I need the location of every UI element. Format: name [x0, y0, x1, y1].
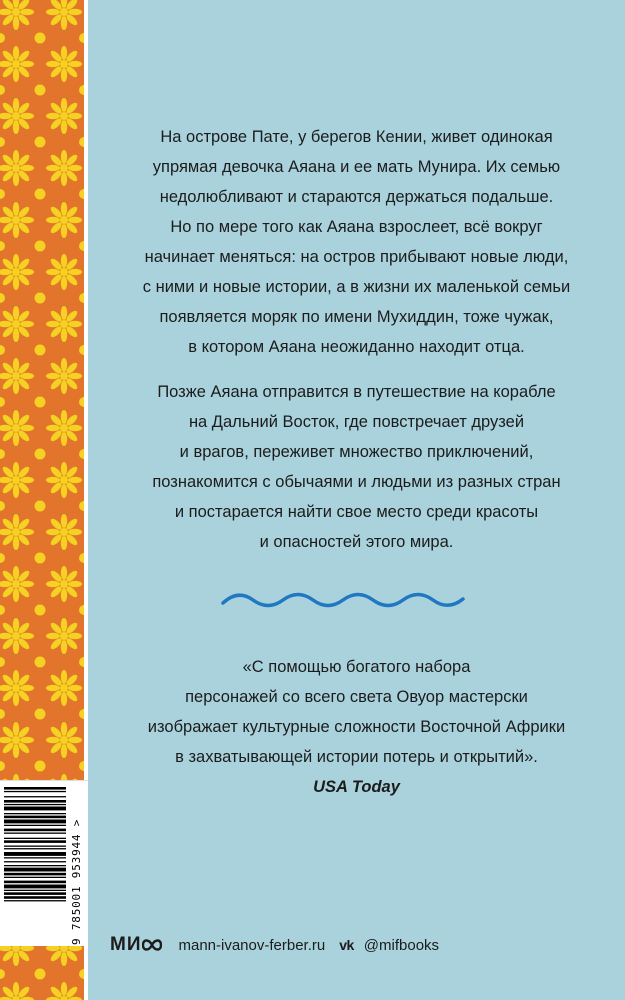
dot-icon: [0, 761, 5, 771]
dot-icon: [0, 501, 5, 511]
dot-icon: [0, 137, 5, 147]
flower-icon: [46, 0, 82, 30]
social-handle[interactable]: @mifbooks: [363, 936, 440, 954]
dot-icon: [0, 293, 5, 303]
publisher-logo: [110, 934, 162, 956]
text-line: персонажей со всего света Овуор мастерски: [185, 688, 528, 706]
flower-icon: [0, 566, 34, 602]
infinity-icon: [142, 938, 162, 952]
flower-icon: [0, 462, 34, 498]
text-line: в захватывающей истории потерь и открытий».: [175, 748, 538, 766]
dot-icon: [0, 969, 5, 979]
flower-icon: [46, 514, 82, 550]
description-paragraph-2: [88, 377, 625, 557]
flower-icon: [0, 0, 34, 30]
dot-icon: [35, 605, 46, 616]
flower-icon: [0, 514, 34, 550]
flower-icon: [46, 306, 82, 342]
dot-icon: [0, 657, 5, 667]
flower-icon: [46, 618, 82, 654]
text-line: на Дальний Восток, где повстречает друзей: [188, 413, 525, 431]
dot-icon: [0, 189, 5, 199]
text-line: Но по мере того как Аяана взрослеет, всё вокруг: [170, 218, 543, 236]
text-line: и опасностей этого мира.: [259, 533, 454, 551]
review-source: USA Today: [313, 778, 400, 796]
dot-icon: [0, 397, 5, 407]
description-paragraph-1: [88, 122, 625, 362]
flower-icon: [46, 358, 82, 394]
dot-icon: [35, 657, 46, 668]
flower-icon: [0, 98, 34, 134]
dot-icon: [35, 709, 46, 720]
flower-icon: [46, 722, 82, 758]
dot-icon: [35, 33, 46, 44]
dot-icon: [0, 449, 5, 459]
dot-icon: [0, 33, 5, 43]
dot-icon: [35, 345, 46, 356]
flower-icon: [0, 306, 34, 342]
flower-icon: [0, 46, 34, 82]
flower-icon: [0, 410, 34, 446]
flower-icon: [46, 46, 82, 82]
dot-icon: [35, 293, 46, 304]
text-line: появляется моряк по имени Мухиддин, тоже чужак,: [159, 308, 554, 326]
flower-icon: [46, 98, 82, 134]
isbn-barcode: [0, 780, 88, 946]
text-line: с ними и новые истории, а в жизни их маленькой семьи: [142, 278, 571, 296]
flower-icon: [46, 254, 82, 290]
barcode-bars: [4, 787, 66, 942]
dot-icon: [0, 553, 5, 563]
flower-icon: [46, 462, 82, 498]
text-line: и врагов, переживет множество приключений,: [179, 443, 534, 461]
text-line: недолюбливают и стараются держаться подальше.: [159, 188, 554, 206]
flower-icon: [0, 358, 34, 394]
dot-icon: [35, 553, 46, 564]
text-line: начинает меняться: на остров прибывают новые люди,: [144, 248, 569, 266]
wave-divider: [218, 585, 468, 615]
dot-icon: [35, 969, 46, 980]
text-line: изображает культурные сложности Восточной Африки: [147, 718, 566, 736]
barcode-digits: 9 785001 953944 >: [70, 818, 83, 945]
flower-icon: [46, 410, 82, 446]
text-line: На острове Пате, у берегов Кении, живет одинокая: [160, 128, 553, 146]
flower-icon: [0, 670, 34, 706]
text-line: Позже Аяана отправится в путешествие на корабле: [157, 383, 556, 401]
dot-icon: [35, 449, 46, 460]
publisher-footer: [110, 931, 439, 959]
dot-icon: [35, 501, 46, 512]
text-line: и постарается найти свое место среди красоты: [174, 503, 539, 521]
dot-icon: [35, 241, 46, 252]
flower-icon: [0, 982, 34, 1000]
text-line: «С помощью богатого набора: [242, 658, 471, 676]
flower-icon: [0, 722, 34, 758]
flower-icon: [0, 254, 34, 290]
logo-text: МИ: [110, 934, 142, 955]
dot-icon: [0, 709, 5, 719]
flower-icon: [0, 618, 34, 654]
flower-icon: [0, 202, 34, 238]
text-line: в котором Аяана неожиданно находит отца.: [188, 338, 525, 356]
dot-icon: [0, 241, 5, 251]
website-link[interactable]: mann-ivanov-ferber.ru: [178, 936, 326, 954]
flower-icon: [46, 982, 82, 1000]
back-cover-content: [88, 0, 625, 1000]
text-line: упрямая девочка Аяана и ее мать Мунира. Их семью: [152, 158, 561, 176]
flower-icon: [0, 150, 34, 186]
dot-icon: [35, 189, 46, 200]
dot-icon: [0, 605, 5, 615]
review-quote: [88, 652, 625, 772]
vk-icon[interactable]: vk: [339, 937, 354, 953]
flower-icon: [46, 202, 82, 238]
text-line: познакомится с обычаями и людьми из разных стран: [152, 473, 561, 491]
dot-icon: [0, 345, 5, 355]
flower-icon: [46, 150, 82, 186]
flower-icon: [46, 566, 82, 602]
dot-icon: [35, 761, 46, 772]
dot-icon: [35, 397, 46, 408]
flower-icon: [46, 670, 82, 706]
dot-icon: [35, 85, 46, 96]
dot-icon: [35, 137, 46, 148]
dot-icon: [0, 85, 5, 95]
